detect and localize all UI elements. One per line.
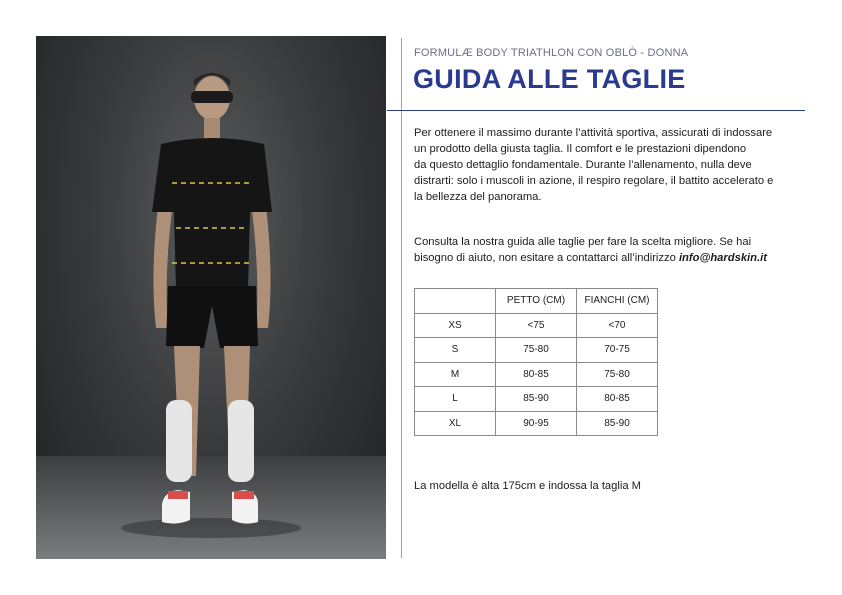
hips-cell: 70-75 bbox=[577, 338, 658, 363]
contact-line bbox=[414, 250, 814, 266]
hips-cell: 75-80 bbox=[577, 362, 658, 387]
chest-cell: 85-90 bbox=[496, 387, 577, 412]
chest-cell: 80-85 bbox=[496, 362, 577, 387]
intro-line: un prodotto della giusta taglia. Il comfort e le prestazioni dipendono bbox=[414, 143, 747, 155]
table-row bbox=[415, 411, 658, 436]
model-illustration bbox=[36, 36, 386, 559]
table-row bbox=[415, 338, 658, 363]
chest-cell: 75-80 bbox=[496, 338, 577, 363]
size-cell: XL bbox=[415, 411, 496, 436]
size-cell: L bbox=[415, 387, 496, 412]
title-underline bbox=[387, 110, 805, 111]
size-cell: M bbox=[415, 362, 496, 387]
table-header-row bbox=[415, 289, 658, 314]
intro-line: Per ottenere il massimo durante l’attività sportiva, assicurati di indossare bbox=[414, 127, 773, 139]
product-subtitle: FORMULÆ BODY TRIATHLON CON OBLÒ - DONNA bbox=[414, 47, 689, 59]
hips-cell: 80-85 bbox=[577, 387, 658, 412]
header-cell-hips: FIANCHI (CM) bbox=[577, 289, 658, 314]
chest-cell: 90-95 bbox=[496, 411, 577, 436]
table-row bbox=[415, 387, 658, 412]
intro-line: da questo dettaglio fondamentale. Durante l’allenamento, nulla deve bbox=[414, 159, 752, 171]
contact-text bbox=[414, 234, 814, 266]
model-note: La modella è alta 175cm e indossa la taglia M bbox=[414, 480, 641, 492]
hips-cell: 85-90 bbox=[577, 411, 658, 436]
table-row bbox=[415, 362, 658, 387]
table-row bbox=[415, 313, 658, 338]
intro-line: la bellezza del panorama. bbox=[414, 191, 542, 203]
size-cell: S bbox=[415, 338, 496, 363]
email-link[interactable]: info@hardskin.it bbox=[678, 252, 767, 264]
intro-text bbox=[414, 125, 814, 205]
contact-line-text: bisogno di aiuto, non esitare a contattarci all’indirizzo bbox=[414, 252, 679, 264]
header-cell-chest: PETTO (CM) bbox=[496, 289, 577, 314]
size-cell: XS bbox=[415, 313, 496, 338]
contact-line: Consulta la nostra guida alle taglie per fare la scelta migliore. Se hai bbox=[414, 236, 752, 248]
vertical-divider bbox=[401, 38, 402, 558]
intro-line: distrarti: solo i muscoli in azione, il respiro regolare, il battito accelerato e bbox=[414, 175, 774, 187]
page-title: GUIDA ALLE TAGLIE bbox=[413, 64, 686, 94]
size-table bbox=[414, 288, 658, 436]
header-cell-empty bbox=[415, 289, 496, 314]
chest-cell: <75 bbox=[496, 313, 577, 338]
hips-cell: <70 bbox=[577, 313, 658, 338]
model-photo bbox=[36, 36, 386, 559]
